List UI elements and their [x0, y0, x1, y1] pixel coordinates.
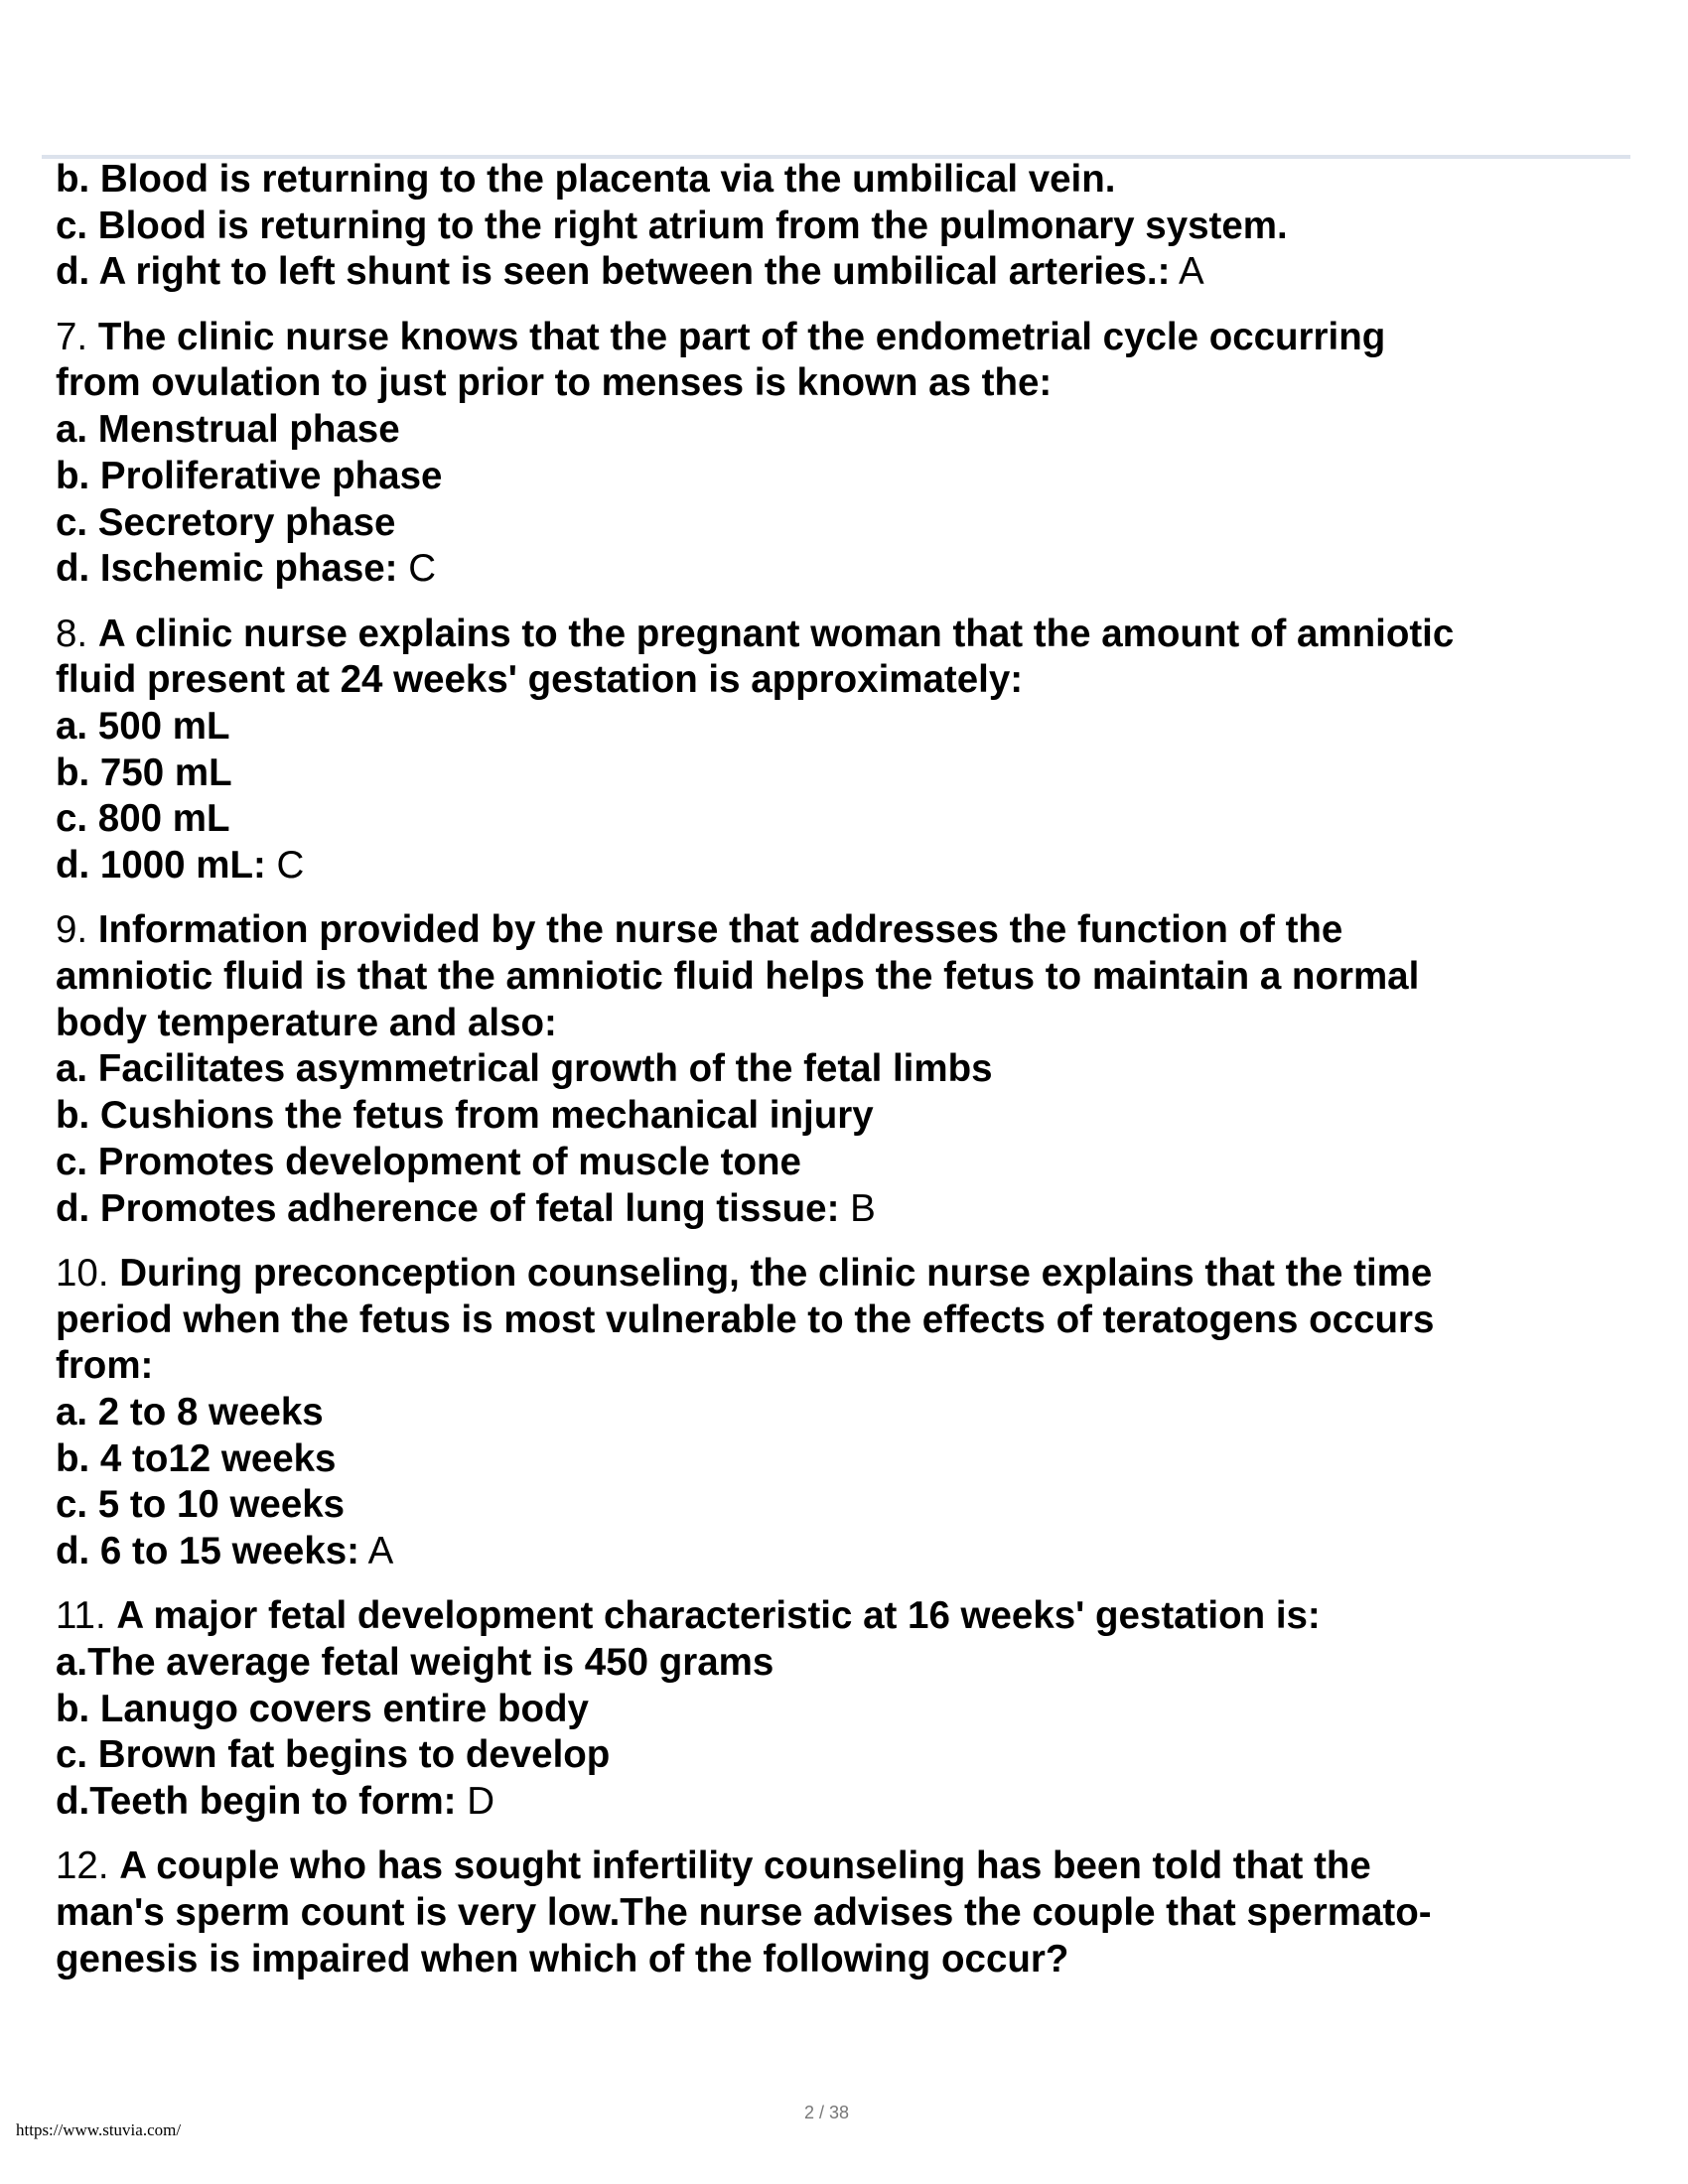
question-item [56, 1593, 1664, 1826]
option-text: b. Lanugo covers entire body [56, 1687, 589, 1730]
answer-option [56, 249, 1664, 296]
question-text: A clinic nurse explains to the pregnant woman that the amount of amniotic [97, 612, 1455, 655]
question-text: Information provided by the nurse that addresses the function of the [97, 908, 1343, 952]
question-text: genesis is impaired when which of the following occur? [56, 1937, 1069, 1980]
option-text: a. Menstrual phase [56, 408, 400, 452]
option-text: b. Blood is returning to the placenta via the umbilical vein. [56, 158, 1116, 201]
answer-option [56, 500, 1664, 547]
question-text: from ovulation to just prior to menses is known as the: [56, 361, 1053, 405]
question-text: A major fetal development characteristic at 16 weeks' gestation is: [116, 1594, 1321, 1638]
option-text: a.The average fetal weight is 450 grams [56, 1641, 774, 1685]
option-text: d.Teeth begin to form: [56, 1780, 457, 1824]
question-text: fluid present at 24 weeks' gestation is approximately: [56, 658, 1024, 702]
option-text: c. Promotes development of muscle tone [56, 1140, 801, 1183]
footer-url: https://www.stuvia.com/ [16, 2120, 182, 2139]
answer-option [56, 843, 1664, 889]
question-text: body temperature and also: [56, 1001, 557, 1044]
question-number: 8. [56, 612, 88, 655]
question-text: A couple who has sought infertility counseling has been told that the [119, 1844, 1371, 1888]
option-text: c. Secretory phase [56, 500, 396, 544]
answer-option [56, 204, 1664, 250]
answer-option [56, 1436, 1664, 1483]
question-item [56, 907, 1664, 1232]
answer-option [56, 1140, 1664, 1186]
question-text-line [56, 1843, 1664, 1890]
answer-option [56, 1186, 1664, 1233]
option-text: d. A right to left shunt is seen between the umbilical arteries.: [56, 250, 1171, 294]
question-number: 7. [56, 315, 88, 358]
question-text: During preconception counseling, the clinic nurse explains that the time [119, 1251, 1433, 1295]
question-text-line [56, 612, 1664, 658]
correct-answer: A [1178, 250, 1204, 294]
question-text-line [56, 657, 1664, 704]
option-text: c. Brown fat begins to develop [56, 1733, 611, 1777]
question-number: 11. [56, 1594, 106, 1638]
question-number: 9. [56, 908, 88, 952]
correct-answer: B [850, 1186, 876, 1230]
option-text: c. 800 mL [56, 797, 230, 841]
answer-option [56, 1732, 1664, 1779]
question-text: period when the fetus is most vulnerable to the effects of teratogens occurs [56, 1297, 1435, 1341]
question-text-line [56, 907, 1664, 954]
answer-option [56, 407, 1664, 454]
question-text-line [56, 1937, 1664, 1983]
option-text: a. Facilitates asymmetrical growth of the fetal limbs [56, 1047, 993, 1091]
option-text: b. 750 mL [56, 751, 232, 794]
question-text-line [56, 1001, 1664, 1047]
option-text: c. Blood is returning to the right atrium from the pulmonary system. [56, 204, 1288, 247]
question-text: amniotic fluid is that the amniotic fluid helps the fetus to maintain a normal [56, 955, 1420, 999]
answer-option [56, 1687, 1664, 1733]
answer-option [56, 1390, 1664, 1436]
answer-option [56, 157, 1664, 204]
option-text: d. Ischemic phase: [56, 547, 398, 591]
question-number: 10. [56, 1251, 109, 1295]
question-item [56, 315, 1664, 593]
question-text-line [56, 1890, 1664, 1937]
answer-option [56, 1529, 1664, 1575]
question-text: The clinic nurse knows that the part of the endometrial cycle occurring [97, 315, 1386, 358]
answer-option [56, 546, 1664, 593]
option-text: d. Promotes adherence of fetal lung tissue: [56, 1186, 840, 1230]
answer-option [56, 454, 1664, 500]
question-text: from: [56, 1344, 154, 1388]
page-number: 2 / 38 [804, 2103, 850, 2122]
option-text: b. 4 to12 weeks [56, 1436, 337, 1480]
question-text-line [56, 954, 1664, 1001]
answer-option [56, 704, 1664, 751]
question-text-line [56, 315, 1664, 361]
answer-option [56, 1093, 1664, 1140]
answer-option [56, 796, 1664, 843]
option-text: a. 2 to 8 weeks [56, 1390, 324, 1433]
correct-answer: C [276, 844, 305, 887]
option-text: d. 1000 mL: [56, 844, 266, 887]
option-text: d. 6 to 15 weeks: [56, 1530, 359, 1573]
document-content [56, 157, 1664, 1983]
question-text-line [56, 360, 1664, 407]
correct-answer: C [408, 547, 437, 591]
option-text: b. Proliferative phase [56, 454, 443, 497]
question-continuation [56, 157, 1664, 296]
question-text-line [56, 1343, 1664, 1390]
answer-option [56, 751, 1664, 797]
question-item [56, 1843, 1664, 1982]
answer-option [56, 1482, 1664, 1529]
correct-answer: D [467, 1780, 495, 1824]
question-item [56, 1251, 1664, 1575]
question-text-line [56, 1297, 1664, 1344]
answer-option [56, 1046, 1664, 1093]
question-item [56, 612, 1664, 889]
option-text: c. 5 to 10 weeks [56, 1483, 346, 1527]
question-number: 12. [56, 1844, 109, 1888]
question-text: man's sperm count is very low.The nurse advises the couple that spermato- [56, 1891, 1432, 1935]
answer-option [56, 1779, 1664, 1826]
question-text-line [56, 1251, 1664, 1297]
option-text: b. Cushions the fetus from mechanical injury [56, 1094, 874, 1138]
option-text: a. 500 mL [56, 704, 230, 748]
correct-answer: A [367, 1530, 394, 1573]
answer-option [56, 1640, 1664, 1687]
question-text-line [56, 1593, 1664, 1640]
